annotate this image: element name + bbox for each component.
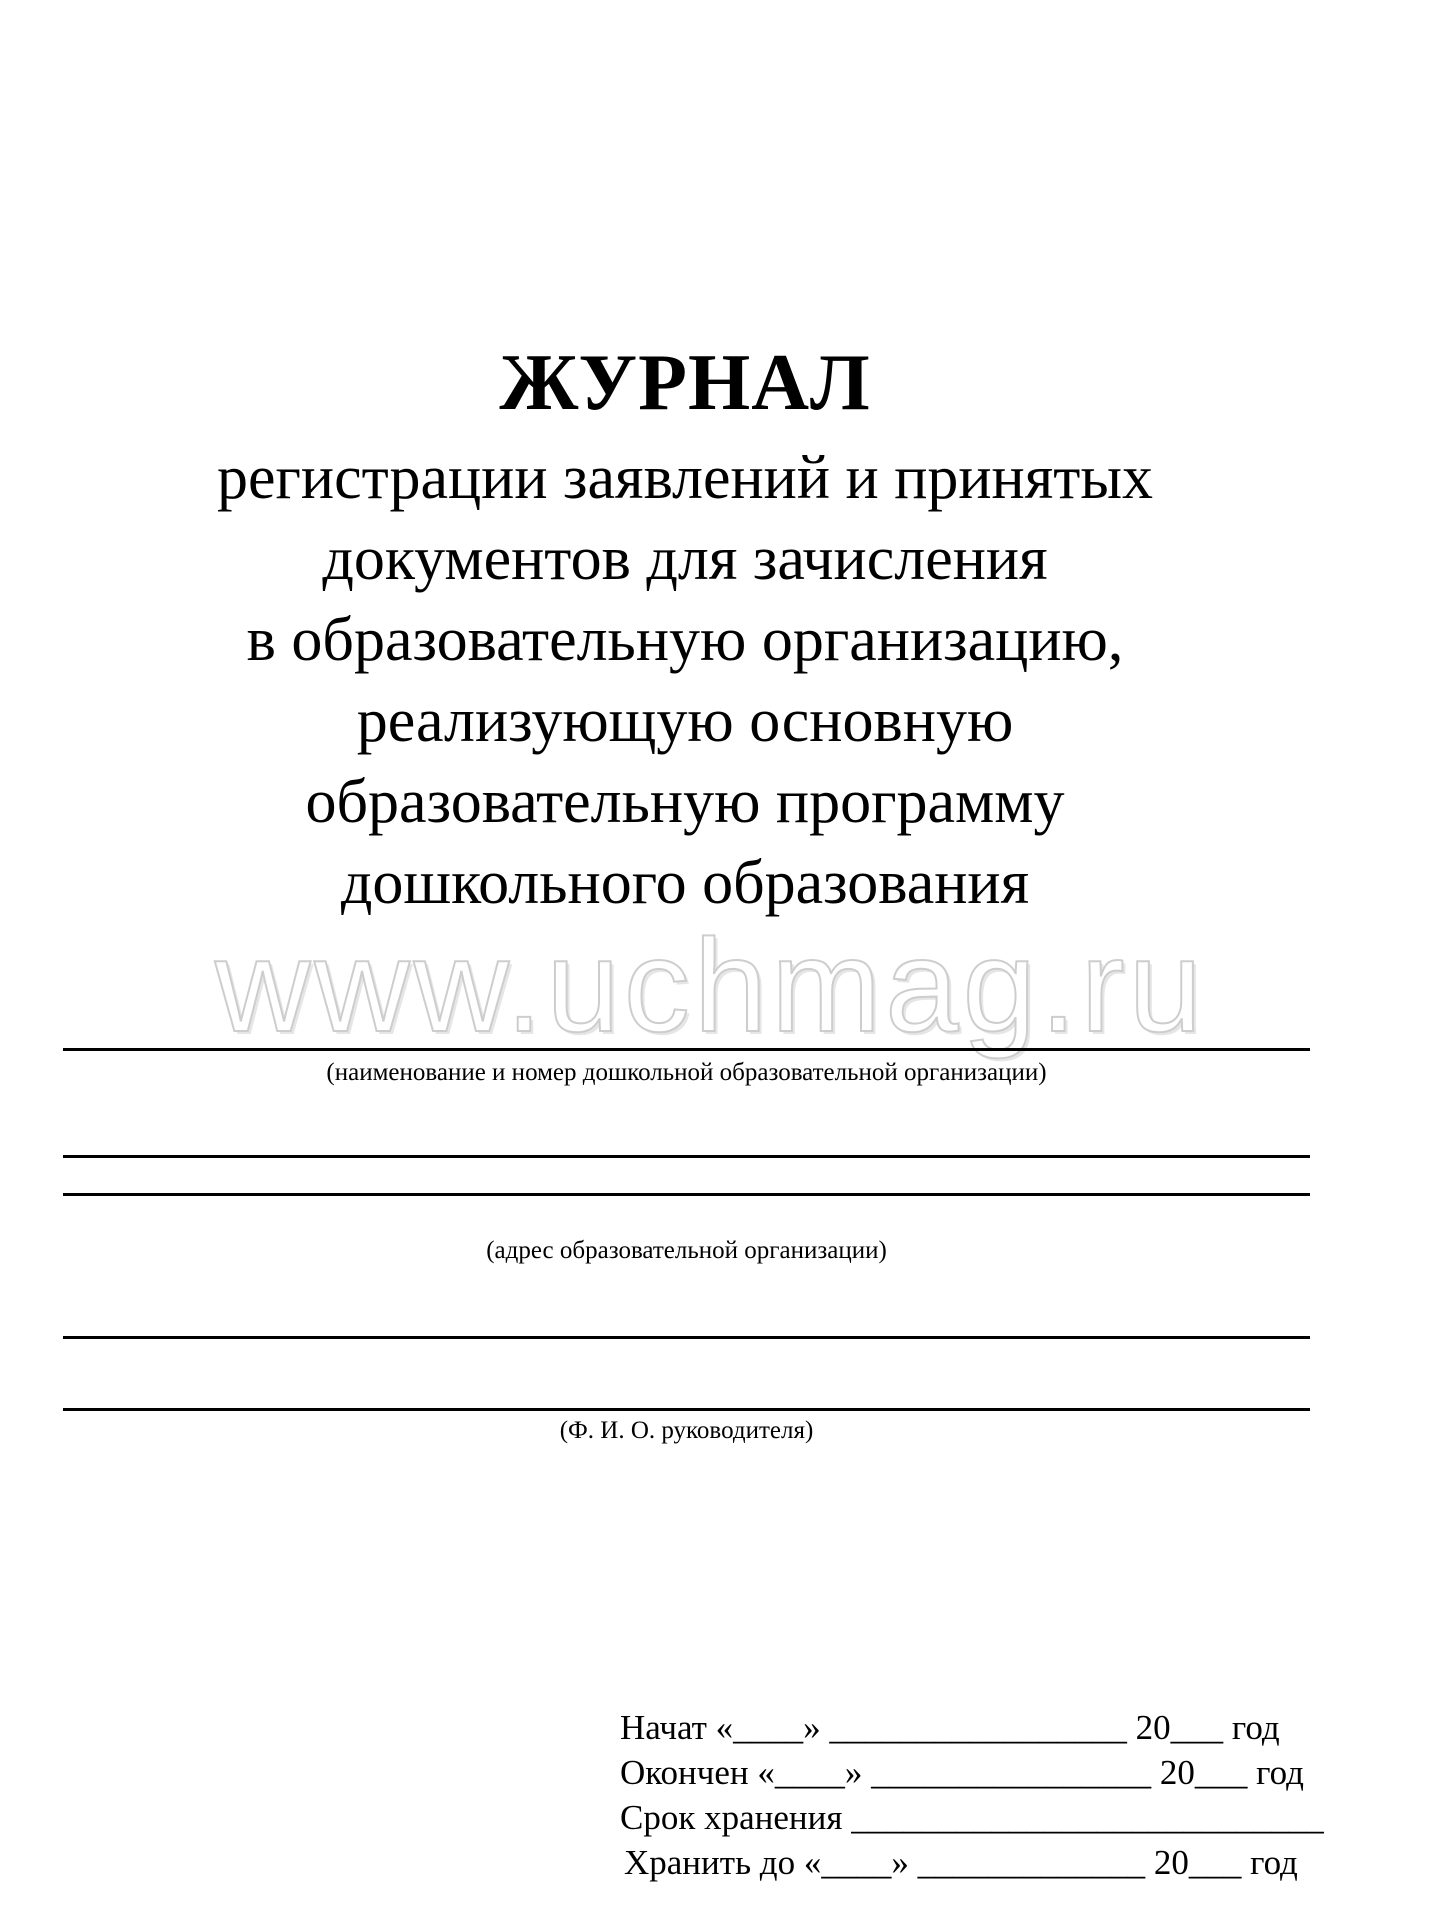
subtitle-line: регистрации заявлений и принятых	[216, 444, 1154, 512]
subtitle-line: реализующую основную	[356, 687, 1014, 755]
address-line	[63, 1193, 1310, 1196]
keep-until-row: Хранить до «____» _____________ 20___ год	[624, 1843, 1298, 1882]
subtitle-line: в образовательную организацию,	[246, 606, 1124, 674]
watermark: www.uchmag.ru	[215, 912, 1207, 1059]
blank-line	[63, 1336, 1310, 1339]
blank-line	[63, 1155, 1310, 1158]
retention-period-row: Срок хранения ___________________________	[620, 1798, 1324, 1837]
address-caption: (адрес образовательной организации)	[486, 1237, 887, 1264]
organization-name-line	[63, 1048, 1310, 1051]
organization-caption: (наименование и номер дошкольной образовательной организации)	[326, 1059, 1047, 1086]
subtitle-line: дошкольного образования	[340, 849, 1030, 917]
document-subtitle	[60, 438, 1310, 924]
started-date-row: Начат «____» _________________ 20___ год	[620, 1708, 1280, 1747]
subtitle-line: образовательную программу	[305, 768, 1065, 836]
document-title: ЖУРНАЛ	[499, 339, 871, 427]
finished-date-row: Окончен «____» ________________ 20___ год	[620, 1753, 1304, 1792]
director-caption: (Ф. И. О. руководителя)	[559, 1417, 814, 1444]
director-name-line	[63, 1408, 1310, 1411]
dates-block	[620, 1705, 1340, 1885]
subtitle-line: документов для зачисления	[322, 525, 1048, 593]
